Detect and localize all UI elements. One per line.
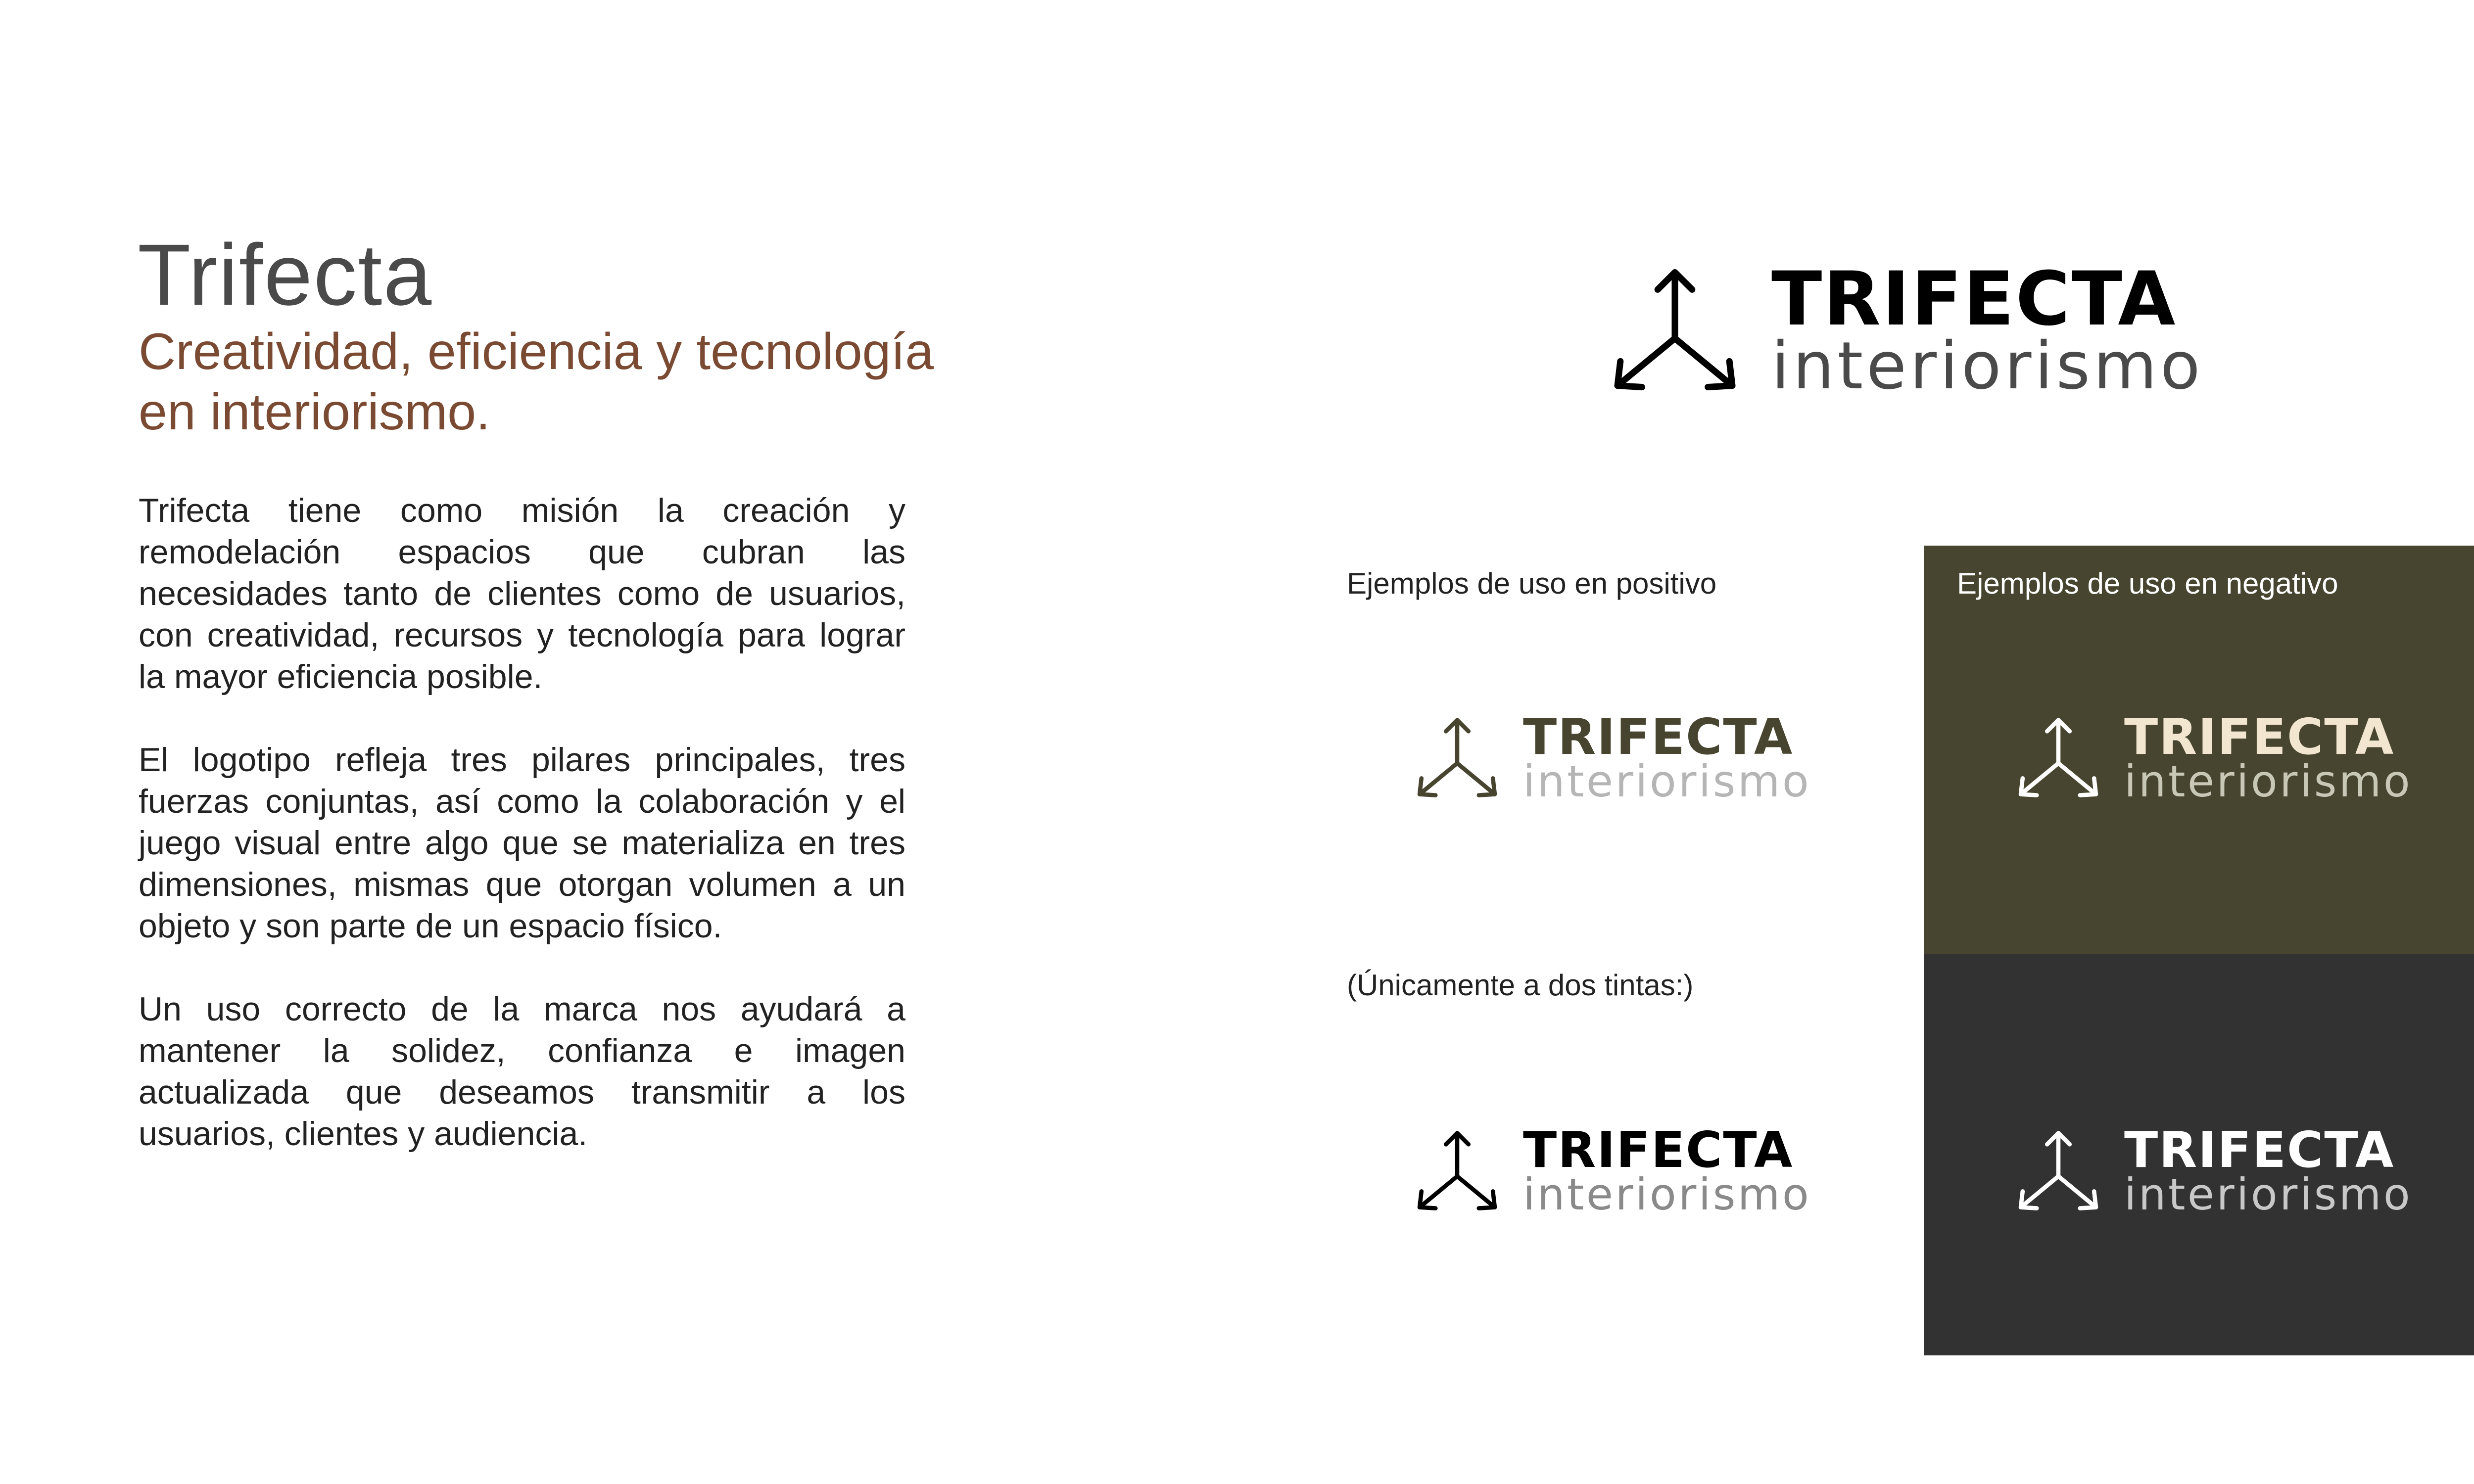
positive-black-logo	[1410, 1121, 1811, 1220]
logo-wordmark-text: TRIFECTA	[2124, 708, 2395, 766]
three-arrows-icon	[1410, 714, 1504, 802]
main-logo	[1603, 256, 2204, 404]
logo-subtitle-text: interiorismo	[1771, 328, 2204, 404]
logo-subtitle-text: interiorismo	[2124, 756, 2413, 807]
positive-olive-wordmark	[1523, 708, 1811, 807]
three-arrows-icon	[1410, 1127, 1504, 1215]
description-paragraph-logo: El logotipo refleja tres pilares principales, tres fuerzas conjuntas, así como la colaboración y el juego visual entre algo que se materializa en tres dimensiones, mismas que otorgan volumen a un objeto y son parte de un espacio físico.	[139, 741, 905, 945]
three-arrows-icon	[2011, 714, 2105, 802]
positive-examples-label: Ejemplos de uso en positivo	[1347, 567, 1717, 600]
three-arrows-icon	[1603, 264, 1747, 397]
three-arrows-icon	[2011, 1127, 2105, 1215]
description-paragraph-mission: Trifecta tiene como misión la creación y remodelación espacios que cubran las necesidades tanto de clientes como de usuarios, con creatividad, recursos y tecnología para lograr la mayor eficiencia posible.	[139, 492, 905, 696]
negative-olive-logo	[2011, 708, 2413, 807]
brand-tagline: Creatividad, eficiencia y tecnología en interiorismo.	[139, 323, 934, 441]
logo-wordmark-text: TRIFECTA	[1523, 708, 1794, 766]
brand-description	[139, 490, 905, 1196]
positive-olive-logo	[1410, 708, 1811, 807]
positive-black-wordmark	[1523, 1121, 1811, 1220]
brand-name-heading: Trifecta	[138, 227, 433, 324]
negative-dark-logo	[2011, 1121, 2413, 1220]
two-inks-label: (Únicamente a dos tintas:)	[1347, 969, 1694, 1002]
logo-wordmark-text: TRIFECTA	[1771, 256, 2177, 342]
logo-subtitle-text: interiorismo	[1523, 1169, 1811, 1220]
description-paragraph-usage: Un uso correcto de la marca nos ayudará a mantener la solidez, confianza e imagen actualizada que deseamos transmitir a los usuarios, clientes y audiencia.	[139, 990, 905, 1153]
main-logo-wordmark	[1771, 256, 2204, 404]
logo-wordmark-text: TRIFECTA	[1523, 1121, 1794, 1179]
logo-subtitle-text: interiorismo	[2124, 1169, 2413, 1220]
negative-examples-label: Ejemplos de uso en negativo	[1957, 567, 2338, 600]
negative-dark-wordmark	[2124, 1121, 2413, 1220]
logo-wordmark-text: TRIFECTA	[2124, 1121, 2395, 1179]
logo-subtitle-text: interiorismo	[1523, 756, 1811, 807]
negative-olive-wordmark	[2124, 708, 2413, 807]
